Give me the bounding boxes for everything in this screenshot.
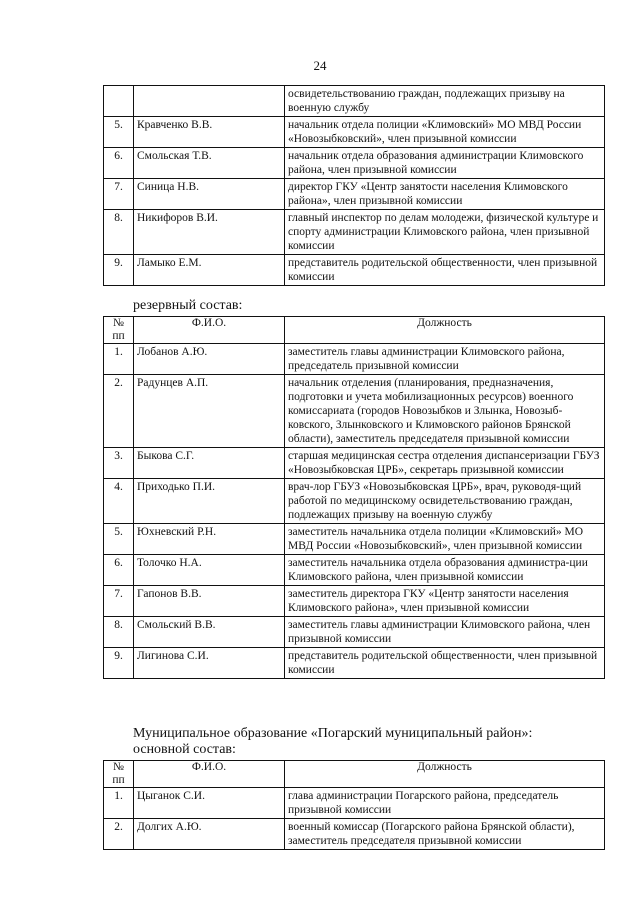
table-row	[104, 86, 605, 117]
member-name: Быкова С.Г.	[134, 448, 285, 479]
reserve-composition-caption: резервный состав:	[133, 298, 243, 313]
member-position: представитель родительской общественности, член призывной комиссии	[285, 648, 605, 679]
member-name: Цыганок С.И.	[134, 788, 285, 819]
table-row	[104, 617, 605, 648]
row-number: 2.	[104, 819, 134, 850]
table-row	[104, 210, 605, 255]
table-header-row	[104, 761, 605, 788]
member-name: Синица Н.В.	[134, 179, 285, 210]
municipality-caption: Муниципальное образование «Погарский муниципальный район»:	[133, 726, 533, 741]
member-position: освидетельствованию граждан, подлежащих призыву на военную службу	[285, 86, 605, 117]
header-full-name: Ф.И.О.	[134, 761, 285, 788]
table-row	[104, 648, 605, 679]
table-row	[104, 586, 605, 617]
main-composition-caption: основной состав:	[133, 742, 236, 757]
page-number: 24	[313, 58, 327, 73]
member-name: Радунцев А.П.	[134, 375, 285, 448]
member-position: старшая медицинская сестра отделения диспансеризации ГБУЗ «Новозыбковская ЦРБ», секретарь призывной комиссии	[285, 448, 605, 479]
member-name: Юхневский Р.Н.	[134, 524, 285, 555]
member-name: Кравченко В.В.	[134, 117, 285, 148]
row-number: 7.	[104, 586, 134, 617]
member-position: главный инспектор по делам молодежи, физической культуре и спорту администрации Климовского района, член призывной комиссии	[285, 210, 605, 255]
table-row	[104, 375, 605, 448]
member-position: заместитель главы администрации Климовского района, член призывной комиссии	[285, 617, 605, 648]
row-number: 5.	[104, 524, 134, 555]
header-full-name: Ф.И.О.	[134, 317, 285, 344]
member-name: Смольская Т.В.	[134, 148, 285, 179]
member-name: Гапонов В.В.	[134, 586, 285, 617]
row-number: 1.	[104, 344, 134, 375]
header-position: Должность	[285, 761, 605, 788]
member-position: заместитель начальника отдела полиции «Климовский» МО МВД России «Новозыбковский», член призывной комиссии	[285, 524, 605, 555]
member-name: Лобанов А.Ю.	[134, 344, 285, 375]
row-number: 8.	[104, 210, 134, 255]
member-position: глава администрации Погарского района, председатель призывной комиссии	[285, 788, 605, 819]
table-row	[104, 255, 605, 286]
member-name: Никифоров В.И.	[134, 210, 285, 255]
member-position: начальник отделения (планирования, предназначения, подготовки и учета мобилизационных ресурсов) военного комиссариата (городов Новозыбков и Злынка, Новозыб-ковского, Злынковского и Климовского районов Брянской области), заместитель председателя призывной комиссии	[285, 375, 605, 448]
member-name: Ламыко Е.М.	[134, 255, 285, 286]
member-position: заместитель директора ГКУ «Центр занятости населения Климовского района», член призывной комиссии	[285, 586, 605, 617]
row-number: 1.	[104, 788, 134, 819]
table-header-row	[104, 317, 605, 344]
member-position: директор ГКУ «Центр занятости населения Климовского района», член призывной комиссии	[285, 179, 605, 210]
member-name: Смольский В.В.	[134, 617, 285, 648]
member-position: врач-лор ГБУЗ «Новозыбковская ЦРБ», врач, руководя-щий работой по медицинскому освидетельствованию граждан, подлежащих призыву на военную службу	[285, 479, 605, 524]
member-name: Толочко Н.А.	[134, 555, 285, 586]
header-number: № пп	[104, 761, 134, 788]
header-position: Должность	[285, 317, 605, 344]
member-name: Приходько П.И.	[134, 479, 285, 524]
row-number: 6.	[104, 148, 134, 179]
row-number: 8.	[104, 617, 134, 648]
table-row	[104, 179, 605, 210]
table-row	[104, 555, 605, 586]
row-number	[104, 86, 134, 117]
member-position: военный комиссар (Погарского района Брянской области), заместитель председателя призывной комиссии	[285, 819, 605, 850]
member-name: Долгих А.Ю.	[134, 819, 285, 850]
member-position: начальник отдела образования администрации Климовского района, член призывной комиссии	[285, 148, 605, 179]
table-row	[104, 819, 605, 850]
row-number: 7.	[104, 179, 134, 210]
table-row	[104, 479, 605, 524]
member-name	[134, 86, 285, 117]
header-number: № пп	[104, 317, 134, 344]
member-position: заместитель начальника отдела образования администра-ции Климовского района, член призывной комиссии	[285, 555, 605, 586]
member-position: начальник отдела полиции «Климовский» МО МВД России «Новозыбковский», член призывной комиссии	[285, 117, 605, 148]
member-position: представитель родительской общественности, член призывной комиссии	[285, 255, 605, 286]
table-row	[104, 117, 605, 148]
table-row	[104, 788, 605, 819]
member-position: заместитель главы администрации Климовского района, председатель призывной комиссии	[285, 344, 605, 375]
row-number: 9.	[104, 255, 134, 286]
member-name: Лигинова С.И.	[134, 648, 285, 679]
commission-table-continued	[103, 85, 605, 286]
row-number: 6.	[104, 555, 134, 586]
row-number: 2.	[104, 375, 134, 448]
row-number: 4.	[104, 479, 134, 524]
row-number: 3.	[104, 448, 134, 479]
table-row	[104, 148, 605, 179]
row-number: 9.	[104, 648, 134, 679]
table-row	[104, 524, 605, 555]
row-number: 5.	[104, 117, 134, 148]
reserve-composition-table	[103, 316, 605, 679]
main-composition-table	[103, 760, 605, 850]
table-row	[104, 344, 605, 375]
table-row	[104, 448, 605, 479]
